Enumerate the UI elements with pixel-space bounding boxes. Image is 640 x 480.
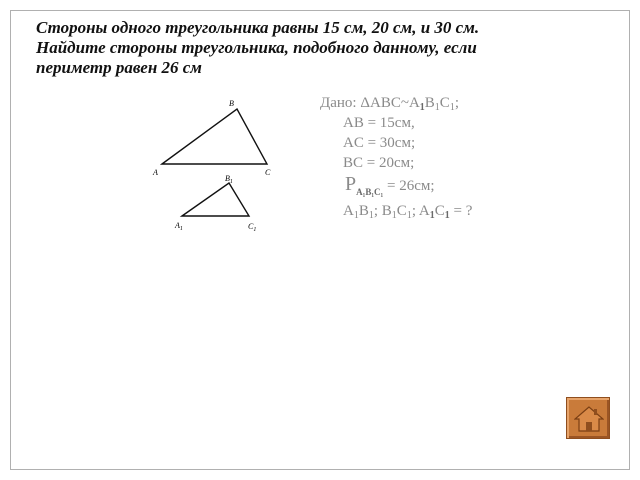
- label-b1: $B_1$: [225, 174, 233, 185]
- given-title: Дано: $\Delta ABC\sim A_1B_1C_1$;: [320, 95, 459, 113]
- figure-background: [145, 96, 277, 240]
- given-find: $A_1B_1$; $B_1C_1$; $A_1C_1$ = ?: [343, 203, 473, 221]
- home-button[interactable]: [566, 397, 610, 439]
- problem-line-1: Стороны одного треугольника равны 15 см, 20 см, и 30 см.: [36, 18, 480, 37]
- label-a1: $A_1$: [175, 221, 183, 232]
- label-b: B: [229, 99, 234, 108]
- given-perimeter: $P_{A_1B_1C_1} = 26см$;: [345, 173, 435, 197]
- label-c: C: [265, 168, 271, 177]
- given-bc: BC = 20см;: [343, 155, 415, 171]
- label-c1: $C_1$: [248, 222, 257, 233]
- given-ab: AB = 15см,: [343, 115, 415, 131]
- given-ac: AC = 30см;: [343, 135, 416, 151]
- slide-frame: [10, 10, 630, 470]
- problem-line-3: периметр равен 26 см: [36, 58, 202, 77]
- home-icon: [574, 404, 604, 434]
- label-a: A: [153, 168, 158, 177]
- problem-line-2: Найдите стороны треугольника, подобного данному, если: [36, 38, 477, 57]
- problem-statement: [36, 18, 616, 78]
- triangles-figure: [145, 96, 277, 240]
